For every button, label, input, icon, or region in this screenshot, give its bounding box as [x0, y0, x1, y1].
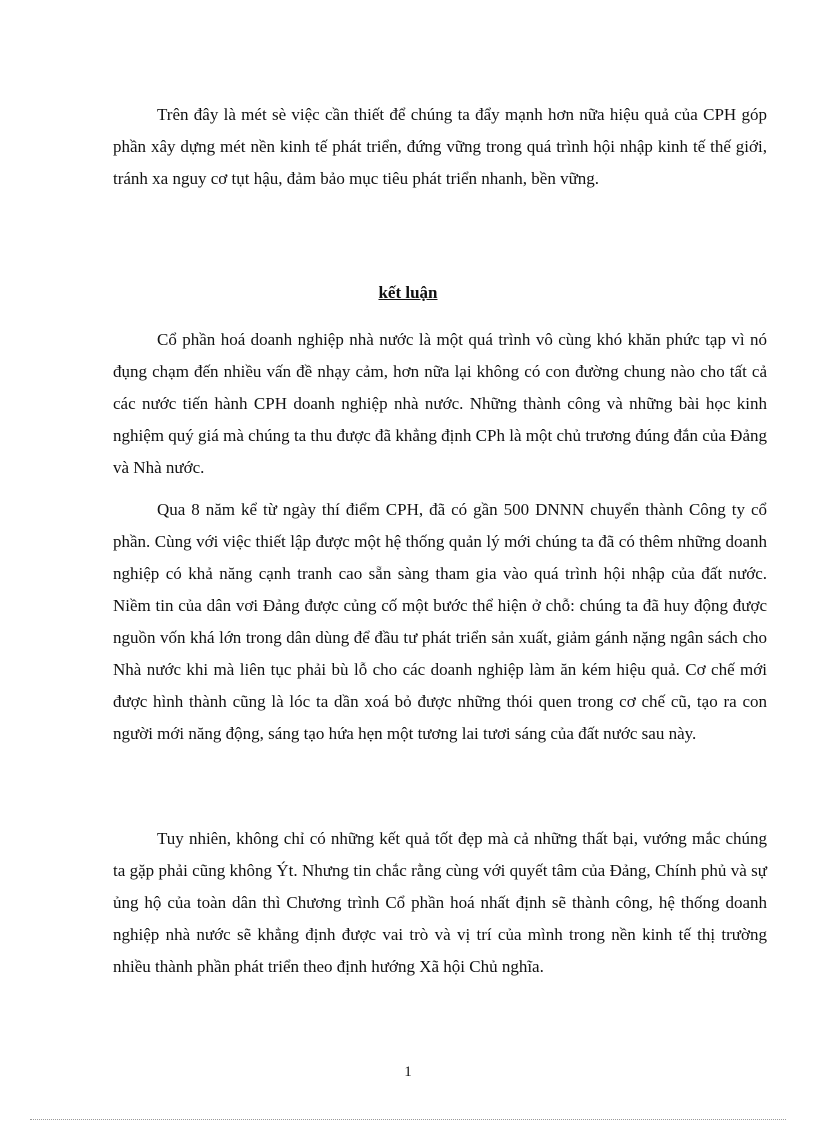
page-bottom-edge [30, 1119, 786, 1120]
page-number: 1 [404, 1064, 412, 1080]
section-heading-conclusion: kết luận [378, 283, 438, 302]
paragraph-conclusion-3: Tuy nhiên, không chỉ có những kết quả tốt đẹp mà cả những thất bại, vướng mắc chúng ta gặp phải cũng không Ýt. Nhưng tin chắc rằng cùng với quyết tâm của Đảng, Chính phủ và sự ủng hộ của toàn dân thì Chương trình Cổ phần hoá nhất định sẽ thành công, hệ thống doanh nghiệp nhà nước sẽ khẳng định được vai trò và vị trí của mình trong nền kinh tế thị trường nhiều thành phần phát triển theo định hướng Xã hội Chủ nghĩa. [113, 829, 767, 976]
paragraph-intro: Trên đây là mét sè việc cần thiết để chúng ta đẩy mạnh hơn nữa hiệu quả của CPH góp phần xây dựng mét nền kinh tế phát triển, đứng vững trong quá trình hội nhập kinh tế thế giới, tránh xa nguy cơ tụt hậu, đảm bảo mục tiêu phát triển nhanh, bền vững. [113, 105, 767, 188]
paragraph-conclusion-1: Cổ phần hoá doanh nghiệp nhà nước là một quá trình vô cùng khó khăn phức tạp vì nó đụng chạm đến nhiều vấn đề nhạy cảm, hơn nữa lại không có con đường chung nào cho tất cả các nước tiến hành CPH doanh nghiệp nhà nước. Những thành công và những bài học kinh nghiệm quý giá mà chúng ta thu được đã khẳng định CPh là một chủ trương đúng đắn của Đảng và Nhà nước. [113, 330, 767, 477]
paragraph-conclusion-2: Qua 8 năm kể từ ngày thí điểm CPH, đã có gần 500 DNNN chuyển thành Công ty cổ phần. Cùng với việc thiết lập được một hệ thống quản lý mới chúng ta đã có thêm những doanh nghiệp có khả năng cạnh tranh cao sẵn sàng tham gia vào quá trình hội nhập của đất nước. Niềm tin của dân vơi Đảng được củng cố một bước thể hiện ở chỗ: chúng ta đã huy động được nguồn vốn khá lớn trong dân dùng để đầu tư phát triển sản xuất, giảm gánh nặng ngân sách cho Nhà nước khi mà liên tục phải bù lỗ cho các doanh nghiệp làm ăn kém hiệu quả. Cơ chế mới được hình thành cũng là lóc ta dần xoá bỏ được những thói quen trong cơ chế cũ, tạo ra con người mới năng động, sáng tạo hứa hẹn một tương lai tươi sáng của đất nước sau này. [113, 500, 767, 743]
